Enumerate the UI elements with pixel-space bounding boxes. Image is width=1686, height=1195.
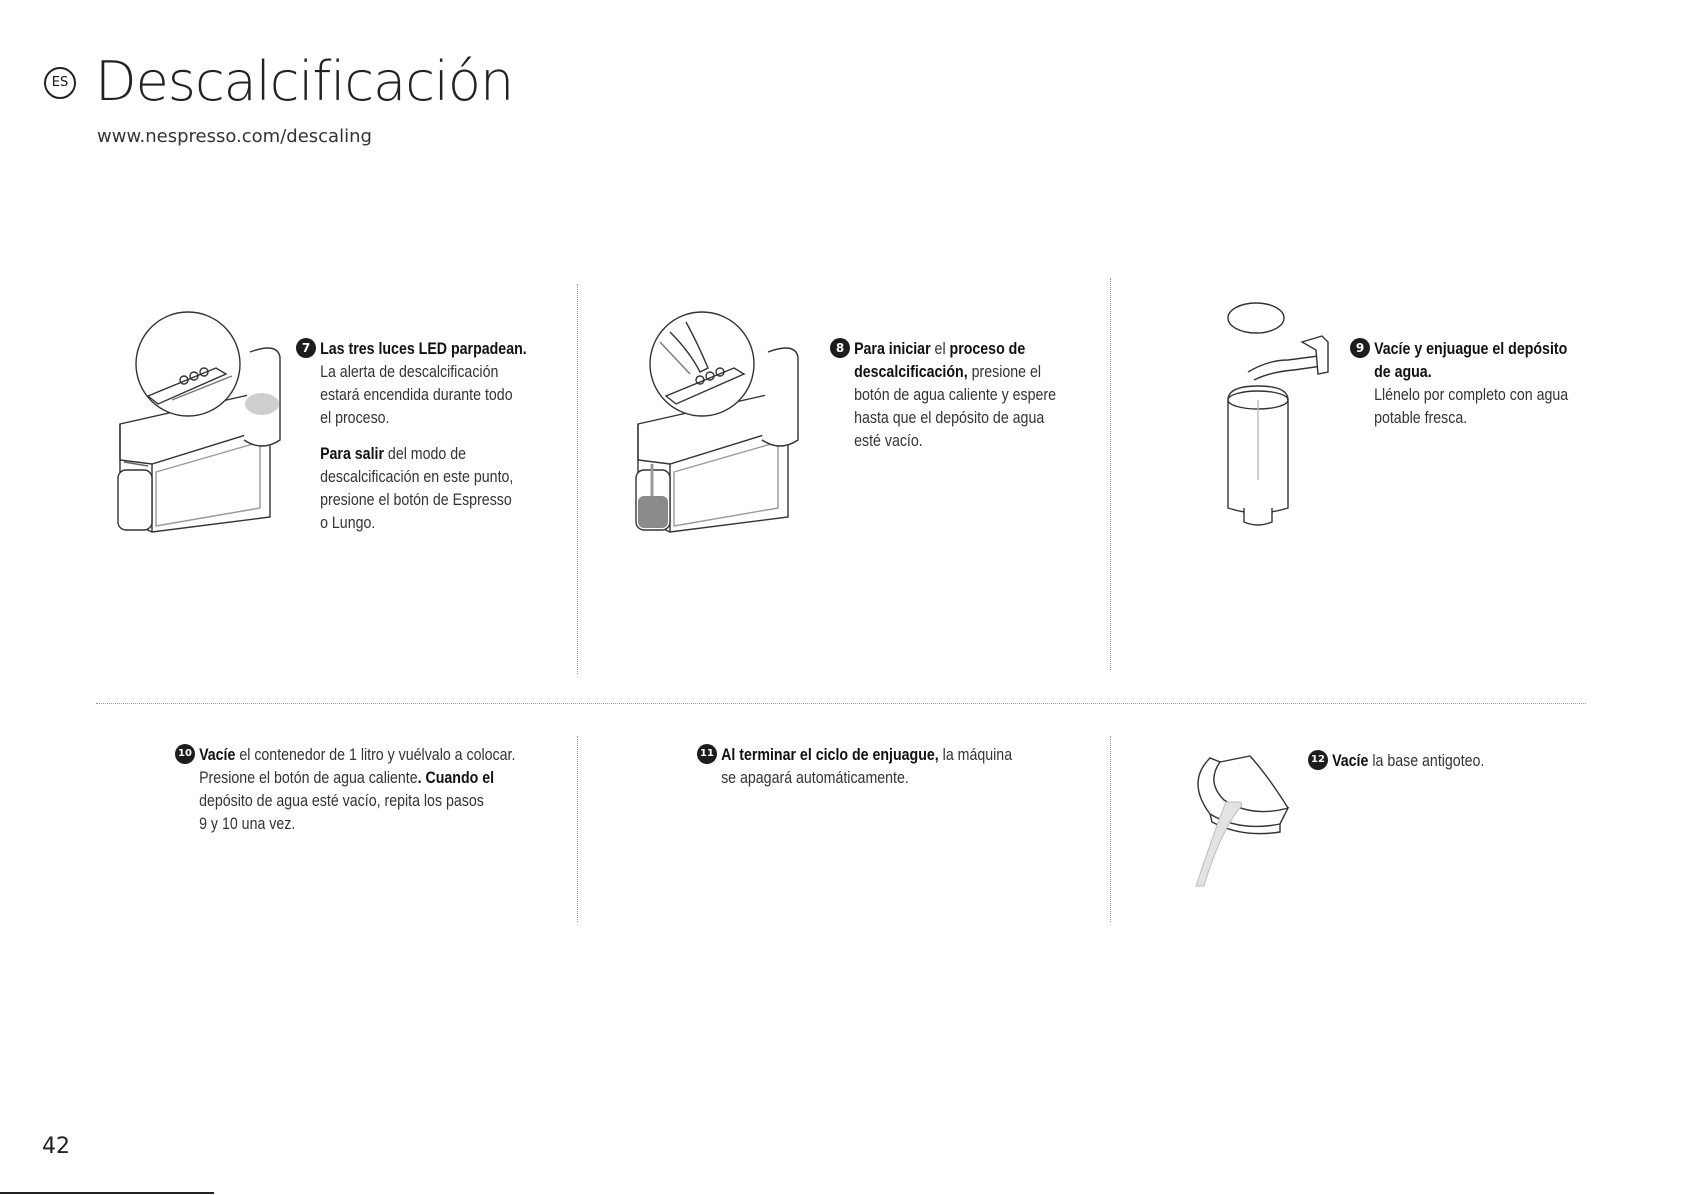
descaling-url[interactable]: www.nespresso.com/descaling (97, 126, 372, 147)
step-12-number: 12 (1308, 750, 1328, 770)
step-10-line-1: el contenedor de 1 litro y vuélvalo a colocar. (235, 746, 516, 764)
step-8-line-2-rest: presione el (967, 363, 1042, 381)
step-8-title-mid: el (930, 340, 950, 358)
step-8-line-2-bold: descalcificación, (854, 363, 968, 381)
step-9-line-4: potable fresca. (1374, 409, 1468, 427)
step-11-line-1: la máquina (938, 746, 1013, 764)
row-divider (96, 703, 1586, 704)
column-divider-1 (577, 284, 578, 674)
step-10-line-4: 9 y 10 una vez. (199, 815, 296, 833)
step-11-line-2: se apagará automáticamente. (721, 769, 909, 787)
drip-tray-illustration (1180, 752, 1310, 892)
page-title: Descalcificación (95, 50, 514, 113)
step-9 (1350, 338, 1648, 443)
step-10-number: 10 (175, 744, 195, 764)
step-7-title: Las tres luces LED parpadean. (320, 340, 527, 358)
step-7-exit-label: Para salir (320, 445, 384, 463)
machine-hot-water-illustration (630, 312, 810, 537)
step-12-line-1: la base antigoteo. (1368, 752, 1485, 770)
step-8 (830, 338, 1118, 466)
step-9-title: Vacíe y enjuague el depósito (1374, 340, 1568, 358)
step-10-line-3: depósito de agua esté vacío, repita los pasos (199, 792, 484, 810)
step-11 (697, 744, 1105, 803)
step-7-exit-line-3: presione el botón de Espresso (320, 491, 512, 509)
step-8-title-a: Para iniciar (854, 340, 931, 358)
water-tank-illustration (1218, 300, 1348, 530)
footer-rule (0, 1192, 214, 1194)
step-9-title-2: de agua. (1374, 363, 1432, 381)
step-12-title: Vacíe (1332, 752, 1369, 770)
machine-led-illustration (112, 312, 292, 537)
step-12 (1308, 750, 1596, 786)
step-8-title-b: proceso de (949, 340, 1026, 358)
step-10-line-2b: . Cuando el (417, 769, 495, 787)
step-8-line-4: hasta que el depósito de agua (854, 409, 1045, 427)
step-9-line-3: Llénelo por completo con agua (1374, 386, 1569, 404)
step-11-title: Al terminar el ciclo de enjuague, (721, 746, 939, 764)
step-10-line-2a: Presione el botón de agua caliente (199, 769, 418, 787)
step-8-line-5: esté vacío. (854, 432, 923, 450)
step-11-number: 11 (697, 744, 717, 764)
step-7-number: 7 (296, 338, 316, 358)
step-7-line-4: el proceso. (320, 409, 390, 427)
step-7 (296, 338, 574, 548)
column-divider-2 (1110, 278, 1111, 670)
step-8-number: 8 (830, 338, 850, 358)
language-badge: ES (44, 67, 76, 99)
step-7-exit-line-2: descalcificación en este punto, (320, 468, 514, 486)
step-7-exit-line-4: o Lungo. (320, 514, 376, 532)
page-number: 42 (42, 1134, 70, 1159)
step-10 (175, 744, 623, 849)
step-10-title: Vacíe (199, 746, 236, 764)
column-divider-4 (1110, 736, 1111, 922)
step-8-line-3: botón de agua caliente y espere (854, 386, 1057, 404)
step-7-line-2: La alerta de descalcificación (320, 363, 499, 381)
step-7-line-3: estará encendida durante todo (320, 386, 513, 404)
step-7-exit-line-1: del modo de (383, 445, 467, 463)
step-9-number: 9 (1350, 338, 1370, 358)
